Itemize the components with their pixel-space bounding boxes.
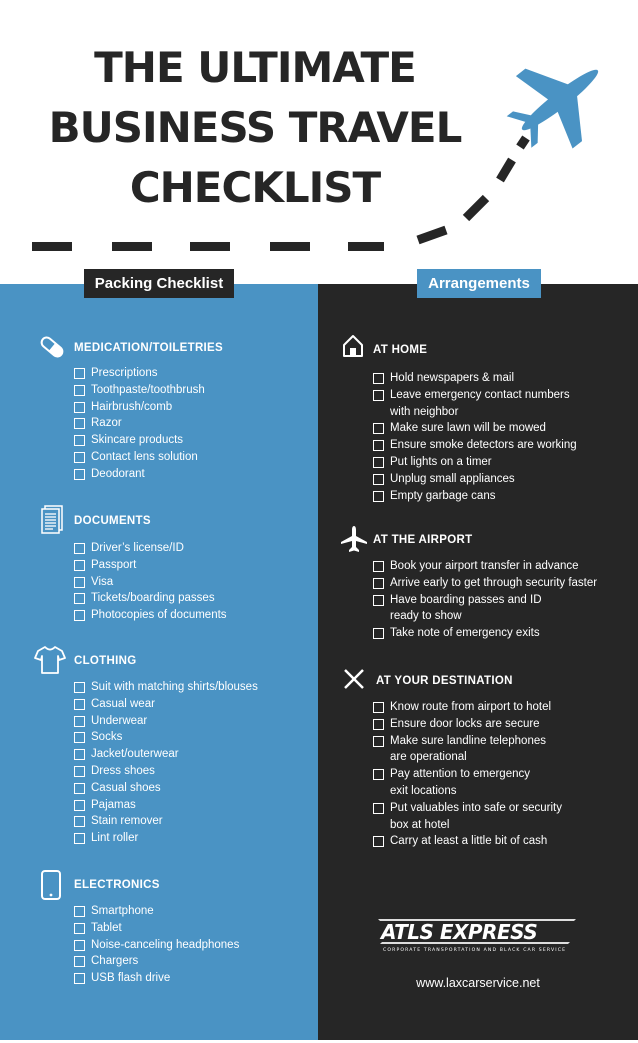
checklist-item-label: Lint roller <box>91 832 139 845</box>
checklist-item-label: Casual wear <box>91 697 155 710</box>
checkbox[interactable] <box>373 702 384 713</box>
checklist-item-label-continued: exit locations <box>390 784 457 797</box>
checkbox[interactable] <box>373 736 384 747</box>
dash <box>32 242 72 251</box>
checklist-item[interactable] <box>373 387 577 421</box>
dash <box>418 230 446 240</box>
checklist-item-label: Arrive early to get through security faster <box>390 576 598 589</box>
checklist-item-label: Underwear <box>91 714 148 727</box>
checklist-item-label: Visa <box>91 575 114 588</box>
checkbox[interactable] <box>74 833 85 844</box>
section-heading-medication: MEDICATION/TOILETRIES <box>74 342 223 354</box>
dash <box>520 138 526 147</box>
checklist-item[interactable] <box>373 437 577 454</box>
checkbox[interactable] <box>373 628 384 639</box>
checklist-item[interactable] <box>74 607 227 624</box>
checklist-item[interactable] <box>74 466 205 483</box>
checklist-item[interactable] <box>74 382 205 399</box>
checklist-item-label-continued: with neighbor <box>390 405 459 418</box>
document-icon <box>40 505 64 535</box>
checklist-item-label: Prescriptions <box>91 367 158 379</box>
at-the-airport-list <box>373 558 597 642</box>
title-line: BUSINESS TRAVEL <box>48 103 462 152</box>
checklist-item[interactable] <box>74 746 258 763</box>
checklist-item[interactable] <box>74 920 239 937</box>
checklist-item[interactable] <box>373 733 562 767</box>
checklist-item-label-continued: are operational <box>390 751 467 764</box>
checklist-item[interactable] <box>74 679 258 696</box>
checkbox[interactable] <box>74 973 85 984</box>
checklist-item[interactable] <box>74 729 258 746</box>
checklist-item-label: Noise-canceling headphones <box>91 938 240 951</box>
checklist-item[interactable] <box>74 449 205 466</box>
checkbox[interactable] <box>373 390 384 401</box>
section-heading-documents: DOCUMENTS <box>74 515 151 527</box>
checklist-item-label: Socks <box>91 731 123 744</box>
dash <box>190 242 230 251</box>
section-heading-at-your-destination: AT YOUR DESTINATION <box>376 675 513 687</box>
checklist-item-label: Have boarding passes and ID <box>390 593 542 606</box>
checklist-item-label: Skincare products <box>91 434 184 447</box>
checkbox[interactable] <box>373 440 384 451</box>
checklist-item[interactable] <box>373 471 577 488</box>
checklist-item-label: Tickets/boarding passes <box>91 592 215 605</box>
checklist-item[interactable] <box>74 574 227 591</box>
checkbox[interactable] <box>74 699 85 710</box>
checklist-item-label: Ensure smoke detectors are working <box>390 439 577 452</box>
checkbox[interactable] <box>74 816 85 827</box>
pill-icon <box>38 334 66 360</box>
checkbox[interactable] <box>74 385 85 396</box>
checklist-item-label: Smartphone <box>91 905 154 917</box>
at-home-list <box>373 370 577 504</box>
checkbox[interactable] <box>74 543 85 554</box>
checklist-item-label: Make sure landline telephones <box>390 734 546 747</box>
checklist-item[interactable] <box>373 699 562 716</box>
airplane-icon <box>491 34 626 168</box>
title-line: THE ULTIMATE <box>94 43 416 92</box>
logo-tagline: CORPORATE TRANSPORTATION AND BLACK CAR SERVICE <box>383 948 567 953</box>
checkbox[interactable] <box>373 474 384 485</box>
documents-list <box>74 540 227 624</box>
checklist-item-label: Deodorant <box>91 467 145 480</box>
checklist-item-label: Stain remover <box>91 815 163 828</box>
checkbox[interactable] <box>74 560 85 571</box>
checkbox[interactable] <box>373 423 384 434</box>
checklist-item[interactable] <box>74 696 258 713</box>
tab-arrangements: Arrangements <box>417 269 541 298</box>
checklist-item-label: Pajamas <box>91 798 136 811</box>
smartphone-icon <box>40 870 62 900</box>
checkbox[interactable] <box>74 368 85 379</box>
checkbox[interactable] <box>373 491 384 502</box>
checklist-item-label: Hairbrush/comb <box>91 400 173 413</box>
checklist-item[interactable] <box>373 716 562 733</box>
checklist-item-label: Suit with matching shirts/blouses <box>91 681 258 693</box>
checklist-item[interactable] <box>74 937 239 954</box>
checklist-item-label: Put valuables into safe or security <box>390 801 562 814</box>
checklist-item-label: Toothpaste/toothbrush <box>91 383 205 396</box>
checkbox[interactable] <box>373 373 384 384</box>
checklist-item[interactable] <box>74 903 239 920</box>
checklist-item[interactable] <box>74 763 258 780</box>
checklist-item-label: Carry at least a little bit of cash <box>390 835 548 848</box>
checkbox[interactable] <box>373 561 384 572</box>
clothing-list <box>74 679 258 847</box>
dash <box>112 242 152 251</box>
title-line: CHECKLIST <box>129 163 381 212</box>
house-icon <box>342 334 364 358</box>
checklist-item-label: Chargers <box>91 955 139 968</box>
medication-list <box>74 365 205 483</box>
dash <box>348 242 384 251</box>
checklist-item[interactable] <box>373 766 562 800</box>
checklist-item-label: Know route from airport to hotel <box>390 701 552 713</box>
checklist-item-label: Tablet <box>91 921 122 934</box>
checklist-item[interactable] <box>373 575 597 592</box>
electronics-list <box>74 903 239 987</box>
checkbox[interactable] <box>373 457 384 468</box>
checkbox[interactable] <box>74 716 85 727</box>
checklist-item[interactable] <box>373 558 597 575</box>
checklist-item-label-continued: ready to show <box>390 610 462 623</box>
checkbox[interactable] <box>74 732 85 743</box>
checklist-item[interactable] <box>74 953 239 970</box>
checkbox[interactable] <box>74 906 85 917</box>
checklist-item[interactable] <box>74 813 258 830</box>
checkbox[interactable] <box>74 402 85 413</box>
checklist-item[interactable] <box>74 540 227 557</box>
checklist-item-label: Photocopies of documents <box>91 609 227 622</box>
section-heading-electronics: ELECTRONICS <box>74 879 160 891</box>
checkbox[interactable] <box>373 595 384 606</box>
checkbox[interactable] <box>74 682 85 693</box>
section-heading-at-home: AT HOME <box>373 344 428 356</box>
checklist-item[interactable] <box>74 432 205 449</box>
checkbox[interactable] <box>74 452 85 463</box>
checklist-item-label: Pay attention to emergency <box>390 768 530 781</box>
checklist-item-label: Dress shoes <box>91 764 155 777</box>
checkbox[interactable] <box>74 956 85 967</box>
checklist-item-label: Casual shoes <box>91 781 161 794</box>
checklist-item[interactable] <box>373 420 577 437</box>
logo-name: ATLS EXPRESS <box>381 920 538 944</box>
checklist-item[interactable] <box>74 365 205 382</box>
checklist-item[interactable] <box>74 415 205 432</box>
checkbox[interactable] <box>373 769 384 780</box>
checklist-item[interactable] <box>373 625 597 642</box>
at-your-destination-list <box>373 699 562 850</box>
section-heading-clothing: CLOTHING <box>74 655 137 667</box>
checklist-item[interactable] <box>373 454 577 471</box>
checklist-item[interactable] <box>74 797 258 814</box>
checkbox[interactable] <box>74 418 85 429</box>
shirt-icon <box>34 645 66 675</box>
airplane-icon <box>340 525 368 553</box>
checkbox[interactable] <box>74 766 85 777</box>
atls-express-logo <box>378 916 578 956</box>
checklist-item-label: Hold newspapers & mail <box>390 372 515 384</box>
checkbox[interactable] <box>373 836 384 847</box>
checkbox[interactable] <box>373 719 384 730</box>
checklist-item[interactable] <box>373 833 562 850</box>
checkbox[interactable] <box>74 593 85 604</box>
checklist-item-label: Take note of emergency exits <box>390 627 540 640</box>
page-title <box>0 38 510 218</box>
checklist-item-label: Passport <box>91 558 137 571</box>
checkbox[interactable] <box>74 783 85 794</box>
website-link[interactable]: www.laxcarservice.net <box>416 976 540 990</box>
checklist-item[interactable] <box>74 399 205 416</box>
checklist-item-label: Driver’s license/ID <box>91 542 184 554</box>
section-heading-at-the-airport: AT THE AIRPORT <box>373 534 473 546</box>
checkbox[interactable] <box>74 610 85 621</box>
checklist-item[interactable] <box>373 488 577 505</box>
checklist-item[interactable] <box>74 590 227 607</box>
checklist-item[interactable] <box>74 830 258 847</box>
checkbox[interactable] <box>74 749 85 760</box>
checkbox[interactable] <box>373 578 384 589</box>
checklist-item-label: Make sure lawn will be mowed <box>390 422 546 435</box>
checklist-item-label: Leave emergency contact numbers <box>390 388 570 401</box>
checklist-item-label: Contact lens solution <box>91 450 198 463</box>
checklist-item-label: Razor <box>91 417 122 430</box>
checklist-item-label: Book your airport transfer in advance <box>390 560 579 572</box>
checklist-item-label: Put lights on a timer <box>390 455 492 468</box>
checklist-item[interactable] <box>74 557 227 574</box>
checklist-item[interactable] <box>373 592 597 626</box>
dash <box>270 242 310 251</box>
checkbox[interactable] <box>74 435 85 446</box>
checklist-item-label-continued: box at hotel <box>390 818 450 831</box>
checklist-item[interactable] <box>373 800 562 834</box>
checklist-item[interactable] <box>373 370 577 387</box>
checkbox[interactable] <box>74 800 85 811</box>
checklist-item-label: USB flash drive <box>91 972 171 985</box>
checklist-item[interactable] <box>74 970 239 987</box>
checklist-item-label: Empty garbage cans <box>390 489 496 502</box>
checkbox[interactable] <box>74 923 85 934</box>
checklist-item-label: Unplug small appliances <box>390 472 515 485</box>
checklist-item-label: Ensure door locks are secure <box>390 717 540 730</box>
checkbox[interactable] <box>74 577 85 588</box>
checklist-item[interactable] <box>74 780 258 797</box>
checklist-item[interactable] <box>74 713 258 730</box>
tab-packing-checklist: Packing Checklist <box>84 269 234 298</box>
checkbox[interactable] <box>74 940 85 951</box>
close-x-icon <box>343 668 365 690</box>
checkbox[interactable] <box>74 469 85 480</box>
checkbox[interactable] <box>373 803 384 814</box>
checklist-item-label: Jacket/outerwear <box>91 748 179 761</box>
